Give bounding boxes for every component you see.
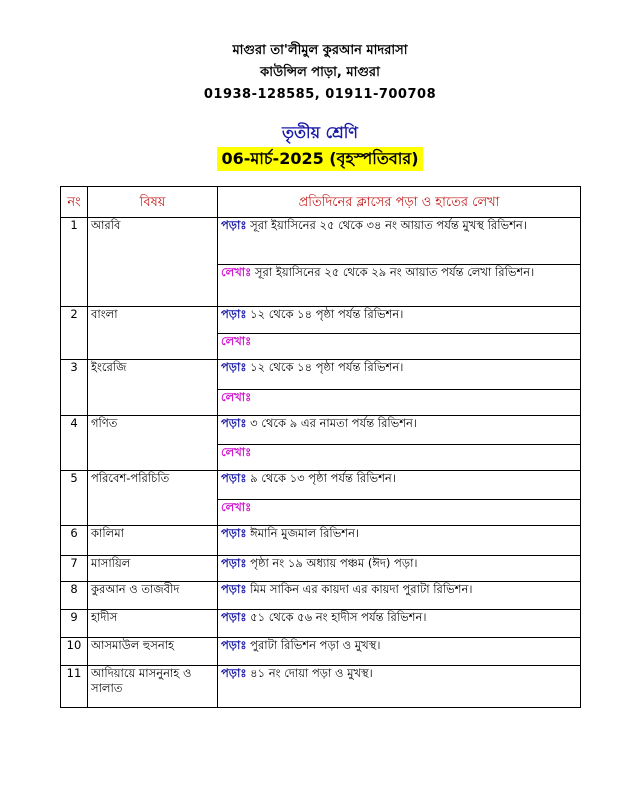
- writing-label: লেখাঃ: [221, 265, 252, 279]
- table-body: [61, 218, 581, 708]
- date-highlight: 06-মার্চ-2025 (বৃহস্পতিবার): [217, 147, 422, 171]
- reading-label: পড়াঃ: [221, 638, 247, 652]
- date-line: [0, 147, 640, 171]
- writing-label: লেখাঃ: [221, 500, 252, 514]
- school-phone: 01938-128585, 01911-700708: [203, 87, 437, 102]
- row-reading: [218, 307, 581, 334]
- reading-text: ৪১ নং দোয়া পড়া ও মুখস্থ।: [250, 666, 373, 680]
- reading-text: মিম সাকিন এর কায়দা এর কায়দা পুরাটা রিভিশন।: [250, 582, 473, 596]
- row-subject: আদিয়ায়ে মাসনুনাহ ও সালাত: [88, 666, 218, 708]
- row-number: 9: [61, 610, 88, 638]
- row-number: 7: [61, 556, 88, 582]
- row-number: 10: [61, 638, 88, 666]
- row-reading: [218, 526, 581, 556]
- row-subject: কালিমা: [88, 526, 218, 556]
- header-description: প্রতিদিনের ক্লাসের পড়া ও হাতের লেখা: [218, 187, 581, 218]
- row-writing: [218, 500, 581, 526]
- reading-text: ১২ থেকে ১৪ পৃষ্ঠা পর্যন্ত রিভিশন।: [250, 307, 404, 321]
- school-address: কাউন্সিল পাড়া, মাগুরা: [260, 65, 380, 80]
- table-row: [61, 666, 581, 708]
- row-number: 11: [61, 666, 88, 708]
- class-title: তৃতীয় শ্রেণি: [282, 123, 358, 142]
- table-row: [61, 360, 581, 390]
- routine-table: [60, 186, 581, 708]
- table-row: [61, 526, 581, 556]
- reading-label: পড়াঃ: [221, 307, 247, 321]
- table-row: [61, 307, 581, 334]
- table-header-row: [61, 187, 581, 218]
- row-writing: [218, 265, 581, 307]
- reading-text: ৩ থেকে ৯ এর নামতা পর্যন্ত রিভিশন।: [250, 416, 418, 430]
- table-row: [61, 218, 581, 265]
- row-reading: [218, 610, 581, 638]
- row-writing: [218, 334, 581, 360]
- row-subject: আসমাউল হুসনাহ: [88, 638, 218, 666]
- row-subject: বাংলা: [88, 307, 218, 360]
- row-subject: হাদীস: [88, 610, 218, 638]
- table-row: [61, 610, 581, 638]
- row-reading: [218, 218, 581, 265]
- reading-text: ঈমানি মুজমাল রিভিশন।: [250, 526, 360, 540]
- writing-label: লেখাঃ: [221, 445, 252, 459]
- header-no: নং: [61, 187, 88, 218]
- reading-text: পুরাটা রিভিশন পড়া ও মুখস্থ।: [250, 638, 381, 652]
- row-writing: [218, 390, 581, 416]
- reading-label: পড়াঃ: [221, 526, 247, 540]
- reading-label: পড়াঃ: [221, 610, 247, 624]
- reading-label: পড়াঃ: [221, 218, 247, 232]
- writing-text: সূরা ইয়াসিনের ২৫ থেকে ২৯ নং আয়াত পর্যন্ত লেখা রিভিশন।: [254, 265, 535, 279]
- table-row: [61, 582, 581, 610]
- reading-label: পড়াঃ: [221, 360, 247, 374]
- row-subject: মাসায়িল: [88, 556, 218, 582]
- row-subject: গণিত: [88, 416, 218, 471]
- row-subject: পরিবেশ-পরিচিতি: [88, 471, 218, 526]
- reading-label: পড়াঃ: [221, 666, 247, 680]
- table-row: [61, 556, 581, 582]
- table-row: [61, 638, 581, 666]
- school-name: মাগুরা তা'লীমুল কুরআন মাদরাসা: [232, 43, 408, 58]
- header-subject: বিষয়: [88, 187, 218, 218]
- row-number: 2: [61, 307, 88, 360]
- table-row: [61, 416, 581, 445]
- row-reading: [218, 582, 581, 610]
- reading-text: সূরা ইয়াসিনের ২৫ থেকে ৩৪ নং আয়াত পর্যন্ত মুখস্থ রিভিশন।: [250, 218, 527, 232]
- row-number: 8: [61, 582, 88, 610]
- row-reading: [218, 471, 581, 500]
- table-row: [61, 471, 581, 500]
- reading-label: পড়াঃ: [221, 471, 247, 485]
- reading-label: পড়াঃ: [221, 556, 247, 570]
- row-reading: [218, 638, 581, 666]
- row-reading: [218, 360, 581, 390]
- row-number: 4: [61, 416, 88, 471]
- reading-text: পৃষ্ঠা নং ১৯ অধ্যায় পঞ্চম (ঈদ) পড়া।: [250, 556, 418, 570]
- row-subject: ইংরেজি: [88, 360, 218, 416]
- row-subject: আরবি: [88, 218, 218, 307]
- reading-label: পড়াঃ: [221, 582, 247, 596]
- writing-label: লেখাঃ: [221, 334, 252, 348]
- row-reading: [218, 556, 581, 582]
- row-writing: [218, 445, 581, 471]
- row-number: 1: [61, 218, 88, 307]
- reading-text: ৯ থেকে ১৩ পৃষ্ঠা পর্যন্ত রিভিশন।: [250, 471, 396, 485]
- row-subject: কুরআন ও তাজবীদ: [88, 582, 218, 610]
- row-number: 6: [61, 526, 88, 556]
- reading-text: ৫১ থেকে ৫৬ নং হাদীস পর্যন্ত রিভিশন।: [250, 610, 427, 624]
- writing-label: লেখাঃ: [221, 390, 252, 404]
- row-reading: [218, 416, 581, 445]
- reading-label: পড়াঃ: [221, 416, 247, 430]
- row-number: 5: [61, 471, 88, 526]
- row-reading: [218, 666, 581, 708]
- reading-text: ১২ থেকে ১৪ পৃষ্ঠা পর্যন্ত রিভিশন।: [250, 360, 404, 374]
- row-number: 3: [61, 360, 88, 416]
